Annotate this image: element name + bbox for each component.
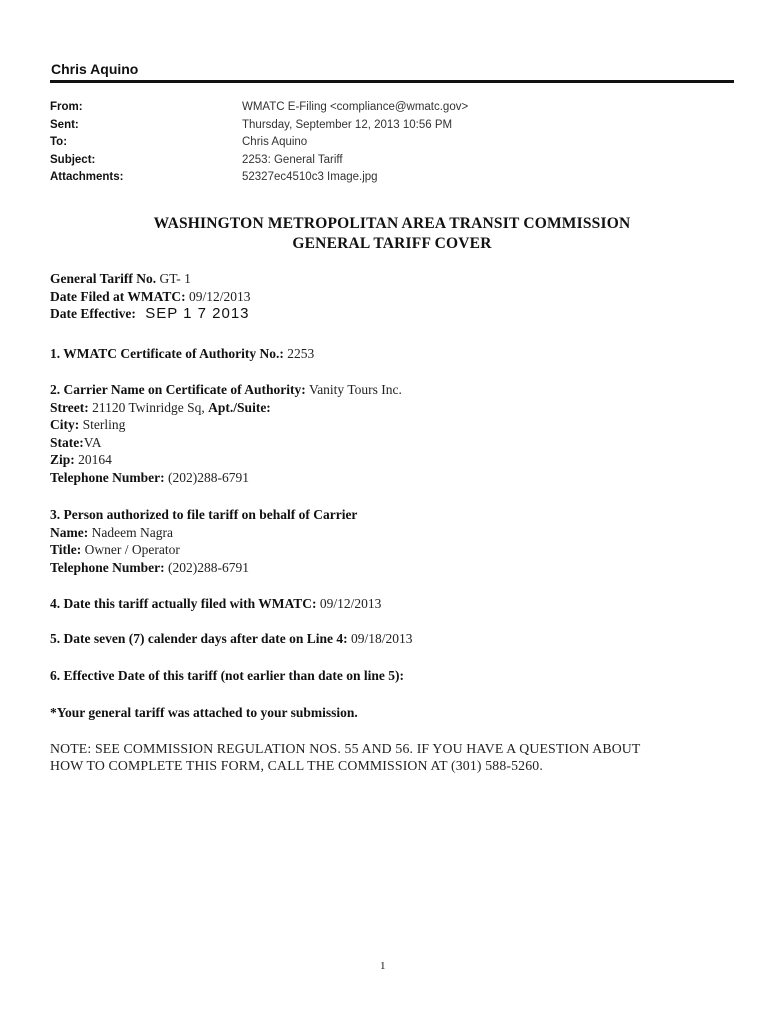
title-label: Title:: [50, 542, 82, 558]
section-1: [50, 345, 740, 363]
date-stamp: SEP 1 7 2013: [145, 305, 250, 323]
state-label: State:: [50, 434, 84, 450]
city-line: [50, 416, 740, 434]
street-value: 21120 Twinridge Sq,: [92, 399, 205, 415]
section-3: [50, 506, 740, 576]
tariff-info: [50, 270, 740, 323]
date-filed-label: Date Filed at WMATC:: [50, 288, 186, 304]
date-filed-wmatc-value: 09/12/2013: [319, 596, 382, 611]
to-value: Chris Aquino: [242, 136, 308, 148]
section-4: [50, 595, 740, 613]
meta-label: Attachments:: [50, 171, 124, 183]
section-2: [50, 381, 740, 487]
meta-label: Sent:: [50, 118, 79, 131]
city-value: Sterling: [82, 417, 126, 433]
from-value: WMATC E-Filing <compliance@wmatc.gov>: [242, 101, 469, 113]
meta-label: From:: [50, 101, 83, 113]
date-filed-wmatc-line: [50, 595, 740, 613]
phone-label: Telephone Number:: [50, 559, 165, 575]
note-line-1: NOTE: SEE COMMISSION REGULATION NOS. 55 AND 56. IF YOU HAVE A QUESTION ABOUT: [50, 741, 641, 756]
seven-day-label: 5. Date seven (7) calender days after date on Line 4:: [50, 631, 348, 646]
carrier-value: Vanity Tours Inc.: [308, 382, 402, 397]
attachment-note: [50, 704, 740, 722]
authorized-heading-text: 3. Person authorized to file tariff on behalf of Carrier: [50, 507, 358, 522]
state-line: [50, 434, 740, 452]
regulation-note: [50, 740, 740, 774]
phone-value: (202)288-6791: [168, 469, 250, 485]
title-value: Owner / Operator: [84, 542, 180, 558]
sender-name: Chris Aquino: [51, 61, 139, 77]
zip-label: Zip:: [50, 452, 75, 468]
tariff-value: GT- 1: [159, 271, 191, 286]
date-filed-line: [50, 288, 740, 306]
date-filed-value: 09/12/2013: [188, 288, 251, 304]
sent-value: Thursday, September 12, 2013 10:56 PM: [242, 118, 453, 131]
tariff-label: General Tariff No.: [50, 271, 157, 286]
document-title: WASHINGTON METROPOLITAN AREA TRANSIT COMMISSION: [153, 215, 631, 232]
carrier-label: 2. Carrier Name on Certificate of Authority:: [50, 382, 306, 397]
meta-label: Subject:: [50, 153, 96, 166]
city-label: City:: [50, 417, 80, 433]
meta-row-from: [50, 99, 734, 117]
state-value: VA: [83, 434, 102, 450]
phone-value: (202)288-6791: [168, 559, 250, 575]
section-5: [50, 630, 740, 648]
certificate-label: 1. WMATC Certificate of Authority No.:: [50, 346, 284, 361]
note-line-2: HOW TO COMPLETE THIS FORM, CALL THE COMMISSION AT (301) 588-5260.: [50, 758, 543, 773]
meta-row-to: [50, 134, 734, 152]
section-6: [50, 667, 740, 685]
cover-title-block: [50, 214, 734, 254]
apt-label: Apt./Suite:: [208, 399, 271, 415]
tariff-number-line: [50, 270, 740, 288]
title-line: [50, 541, 740, 559]
subject-value: 2253: General Tariff: [242, 153, 343, 166]
seven-day-line: [50, 630, 740, 648]
zip-value: 20164: [78, 452, 112, 468]
header-divider: [50, 80, 734, 83]
attachment-link[interactable]: 52327ec4510c3 Image.jpg: [242, 171, 378, 183]
phone-label: Telephone Number:: [50, 469, 165, 485]
carrier-phone-line: [50, 469, 740, 487]
certificate-value: 2253: [287, 346, 315, 361]
effective-date-label: 6. Effective Date of this tariff (not earlier than date on line 5):: [50, 668, 405, 683]
date-effective-label: Date Effective:: [50, 306, 136, 322]
date-effective-line: [50, 305, 740, 323]
attachment-note-text: *Your general tariff was attached to your submission.: [50, 705, 358, 720]
name-label: Name:: [50, 524, 89, 540]
authorized-phone-line: [50, 559, 740, 577]
meta-row-sent: [50, 117, 734, 135]
name-value: Nadeem Nagra: [91, 524, 173, 540]
zip-line: [50, 451, 740, 469]
seven-day-value: 09/18/2013: [350, 631, 413, 646]
meta-row-subject: [50, 152, 734, 170]
page-number: 1: [380, 960, 386, 972]
date-filed-wmatc-label: 4. Date this tariff actually filed with WMATC:: [50, 596, 317, 611]
effective-date-line: [50, 667, 740, 685]
authorized-heading: [50, 506, 740, 524]
street-line: [50, 399, 740, 417]
email-meta: [50, 99, 734, 187]
document-subtitle: GENERAL TARIFF COVER: [292, 235, 492, 252]
carrier-line: [50, 381, 740, 399]
meta-row-attachments: [50, 169, 734, 187]
meta-label: To:: [50, 136, 68, 148]
name-line: [50, 524, 740, 542]
certificate-line: [50, 345, 740, 363]
email-header: [50, 60, 734, 187]
street-label: Street:: [50, 399, 89, 415]
